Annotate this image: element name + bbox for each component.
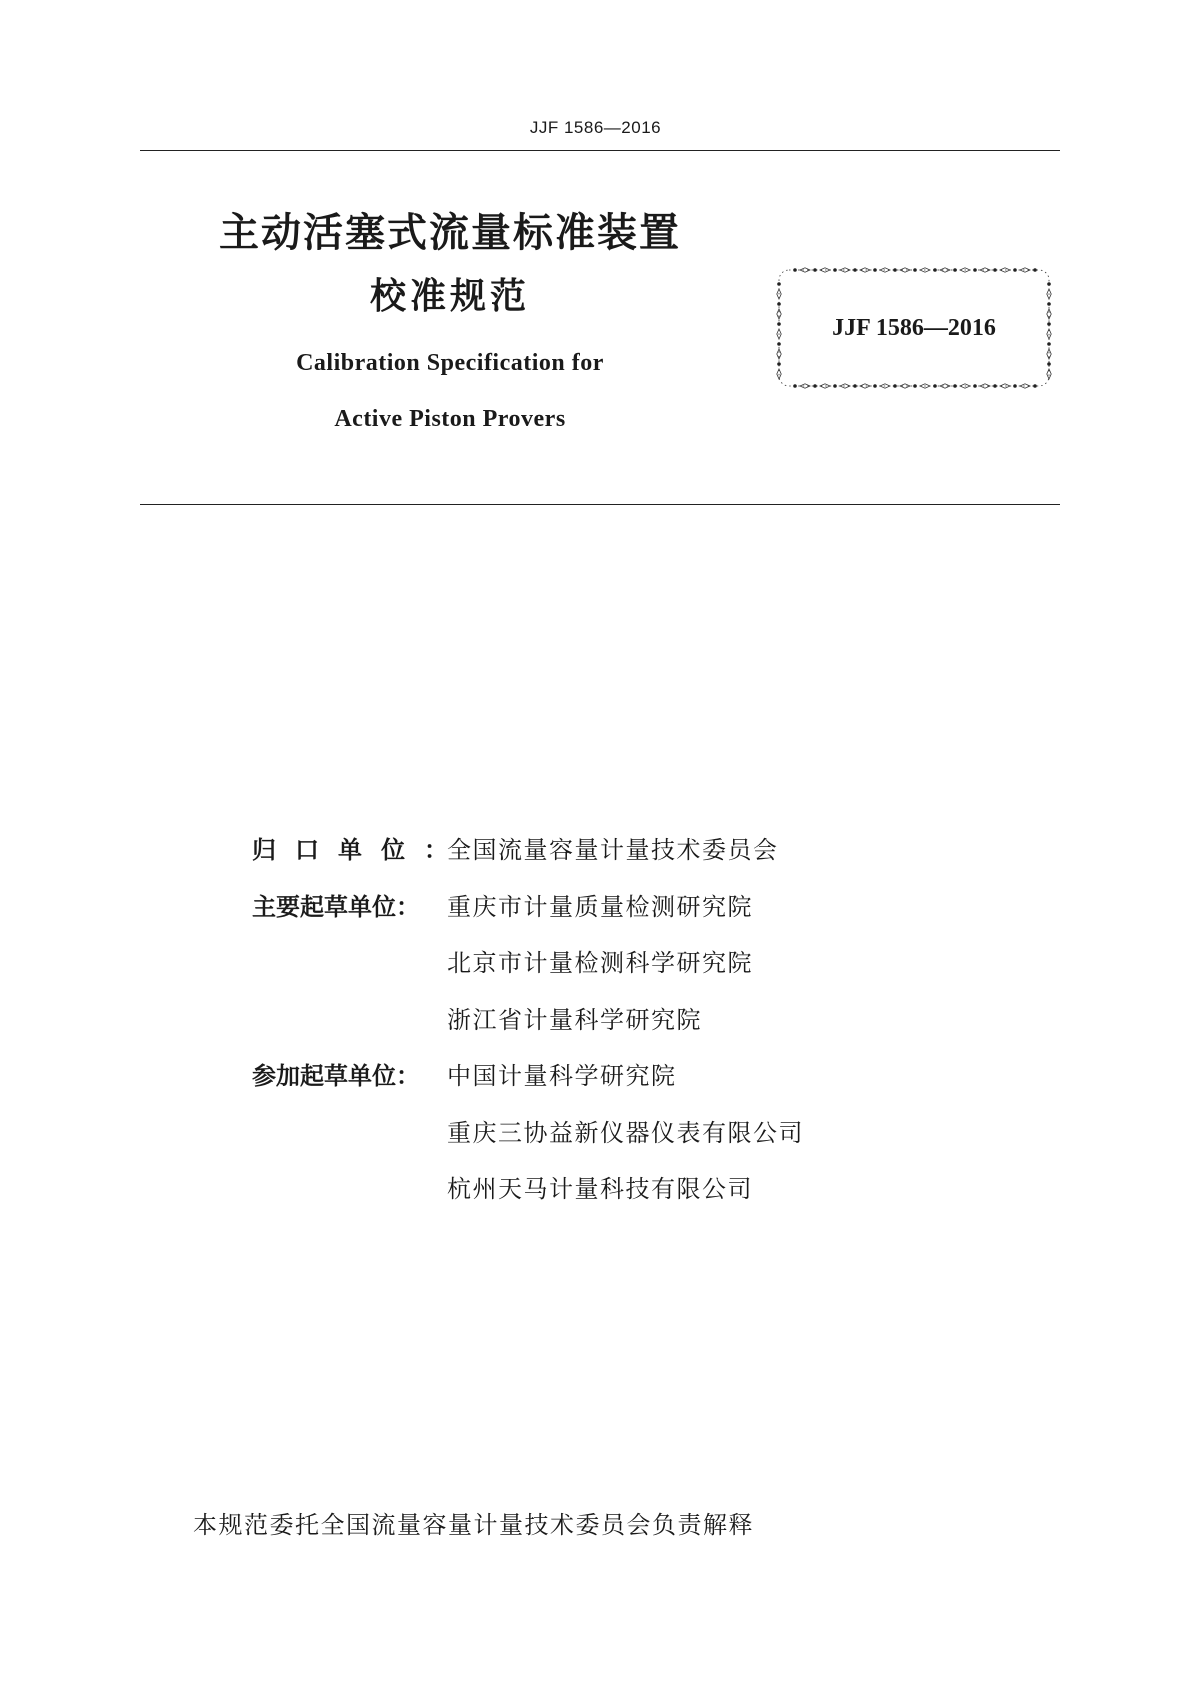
top-rule	[140, 150, 1060, 151]
code-box	[775, 266, 1053, 390]
title-cn-line2: 校准规范	[369, 276, 530, 317]
running-head: JJF 1586—2016	[529, 118, 662, 137]
unit-value-gk: 全国流量容量计量技术委员会	[447, 836, 779, 864]
unit-row-main-1	[252, 879, 804, 936]
title-en-line2: Active Piston Provers	[334, 406, 566, 432]
unit-label-gk: 归口单位：	[252, 836, 448, 864]
unit-value-main-3: 浙江省计量科学研究院	[447, 1005, 702, 1034]
unit-label-main: 主要起草单位：	[252, 892, 420, 921]
unit-row-main-2	[252, 935, 804, 992]
title-block	[150, 205, 750, 447]
bottom-rule	[140, 504, 1060, 505]
unit-row-part-2	[252, 1105, 804, 1162]
drafting-units	[252, 822, 804, 1218]
unit-row-main-3	[252, 992, 804, 1049]
title-en-line1: Calibration Specification for	[296, 350, 604, 376]
unit-row-part-3	[252, 1161, 804, 1218]
unit-value-part-2: 重庆三协益新仪器仪表有限公司	[447, 1118, 804, 1147]
unit-row-gk	[252, 822, 804, 879]
unit-label-part: 参加起草单位：	[252, 1062, 420, 1090]
title-cn-line1: 主动活塞式流量标准装置	[219, 210, 681, 256]
code-box-text: JJF 1586—2016	[832, 315, 996, 341]
unit-value-part-3: 杭州天马计量科技有限公司	[447, 1175, 753, 1203]
unit-value-main-2: 北京市计量检测科学研究院	[447, 949, 753, 977]
unit-value-main-1: 重庆市计量质量检测研究院	[447, 892, 753, 921]
unit-value-part-1: 中国计量科学研究院	[447, 1062, 677, 1090]
unit-row-part-1	[252, 1048, 804, 1105]
footer-note: 本规范委托全国流量容量计量技术委员会负责解释	[193, 1511, 754, 1539]
